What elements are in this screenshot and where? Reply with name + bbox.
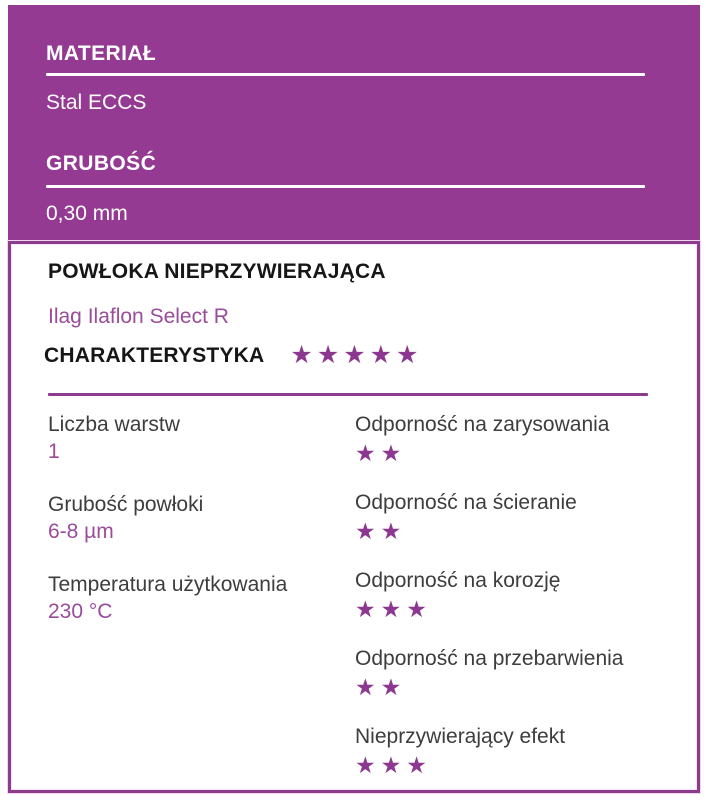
coating-section-title: POWŁOKA NIEPRZYWIERAJĄCA	[48, 260, 386, 283]
coating-detail-panel	[8, 241, 700, 793]
rating-row	[355, 411, 655, 468]
rating-row	[355, 489, 655, 546]
rating-label: Nieprzywierający efekt	[355, 725, 566, 748]
star-rating-icon: ★★	[355, 440, 407, 466]
property-label: Temperatura użytkowania	[48, 573, 288, 596]
characteristics-star-rating-icon: ★★★★★	[290, 340, 423, 369]
property-label: Liczba warstw	[48, 413, 180, 436]
material-header-panel	[8, 5, 700, 241]
star-rating-icon: ★★★	[355, 596, 432, 622]
property-value: 1	[48, 440, 60, 463]
ratings-column	[355, 411, 655, 800]
star-rating-icon: ★★★	[355, 752, 432, 778]
star-rating-icon: ★★	[355, 518, 407, 544]
property-row	[48, 411, 343, 465]
thickness-heading: GRUBOŚĆ	[46, 152, 157, 175]
characteristics-row	[44, 340, 423, 369]
star-rating-icon: ★★	[355, 674, 407, 700]
property-row	[48, 491, 343, 545]
section-divider	[48, 393, 648, 396]
properties-column	[48, 411, 343, 651]
rating-row	[355, 645, 655, 702]
rating-label: Odporność na korozję	[355, 569, 561, 592]
property-value: 230 °C	[48, 600, 113, 623]
thickness-value: 0,30 mm	[46, 202, 128, 225]
thickness-underline	[46, 185, 645, 188]
property-row	[48, 571, 343, 625]
property-label: Grubość powłoki	[48, 493, 204, 516]
rating-label: Odporność na zarysowania	[355, 413, 610, 436]
material-heading: MATERIAŁ	[46, 42, 157, 65]
rating-row	[355, 567, 655, 624]
property-value: 6-8 µm	[48, 520, 114, 543]
rating-label: Odporność na przebarwienia	[355, 647, 624, 670]
characteristics-heading: CHARAKTERYSTYKA	[44, 344, 265, 367]
material-underline	[46, 73, 645, 76]
rating-label: Odporność na ścieranie	[355, 491, 577, 514]
rating-row	[355, 723, 655, 780]
coating-product-name: Ilag Ilaflon Select R	[48, 305, 229, 328]
material-value: Stal ECCS	[46, 91, 147, 114]
